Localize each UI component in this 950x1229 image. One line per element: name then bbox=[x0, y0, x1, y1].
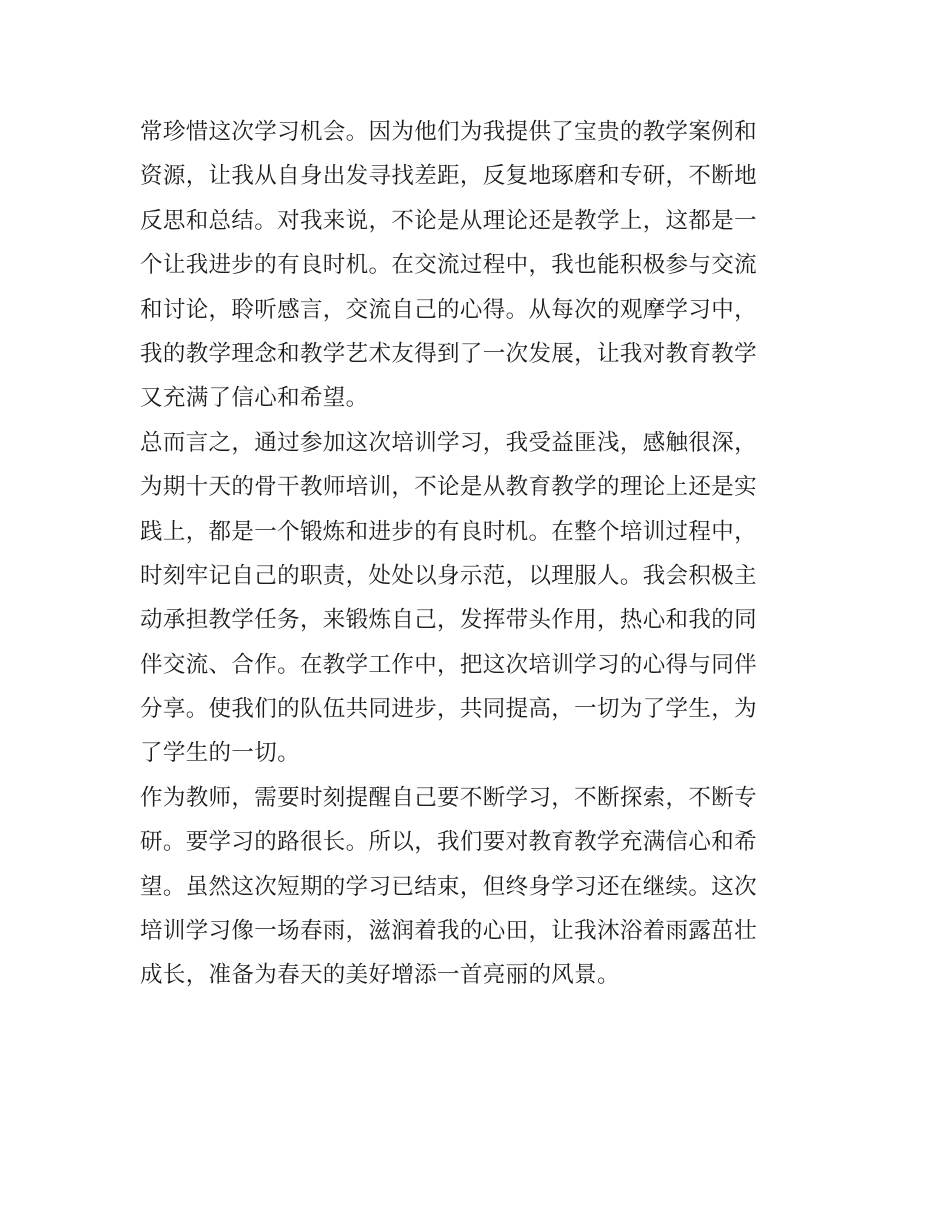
text-line: 伴交流、合作。在教学工作中，把这次培训学习的心得与同伴 bbox=[140, 651, 757, 678]
text-line: 为期十天的骨干教师培训，不论是从教育教学的理论上还是实 bbox=[140, 474, 757, 501]
text-line: 时刻牢记自己的职责，处处以身示范，以理服人。我会积极主 bbox=[140, 562, 757, 589]
text-line: 作为教师，需要时刻提醒自己要不断学习，不断探索，不断专 bbox=[140, 784, 757, 811]
text-line: 研。要学习的路很长。所以，我们要对教育教学充满信心和希 bbox=[140, 829, 757, 856]
text-line: 培训学习像一场春雨，滋润着我的心田，让我沐浴着雨露茁壮 bbox=[140, 918, 757, 945]
text-line: 资源，让我从自身出发寻找差距，反复地琢磨和专研，不断地 bbox=[140, 163, 757, 190]
text-line: 成长，准备为春天的美好增添一首亮丽的风景。 bbox=[140, 962, 620, 989]
text-line: 望。虽然这次短期的学习已结束，但终身学习还在继续。这次 bbox=[140, 873, 757, 900]
text-line: 分享。使我们的队伍共同进步，共同提高，一切为了学生，为 bbox=[140, 696, 757, 723]
text-line: 我的教学理念和教学艺术友得到了一次发展，让我对教育教学 bbox=[140, 340, 757, 367]
text-line: 践上，都是一个锻炼和进步的有良时机。在整个培训过程中， bbox=[140, 518, 757, 545]
text-line: 了学生的一切。 bbox=[140, 740, 300, 767]
text-line: 个让我进步的有良时机。在交流过程中，我也能积极参与交流 bbox=[140, 252, 757, 279]
text-line: 反思和总结。对我来说，不论是从理论还是教学上，这都是一 bbox=[140, 207, 757, 234]
text-line: 又充满了信心和希望。 bbox=[140, 385, 369, 412]
text-line: 和讨论，聆听感言，交流自己的心得。从每次的观摩学习中， bbox=[140, 296, 757, 323]
document-body bbox=[140, 110, 820, 998]
text-line: 常珍惜这次学习机会。因为他们为我提供了宝贵的教学案例和 bbox=[140, 119, 757, 145]
text-line: 总而言之，通过参加这次培训学习，我受益匪浅，感触很深， bbox=[140, 429, 757, 456]
text-line: 动承担教学任务，来锻炼自己，发挥带头作用，热心和我的同 bbox=[140, 607, 757, 634]
